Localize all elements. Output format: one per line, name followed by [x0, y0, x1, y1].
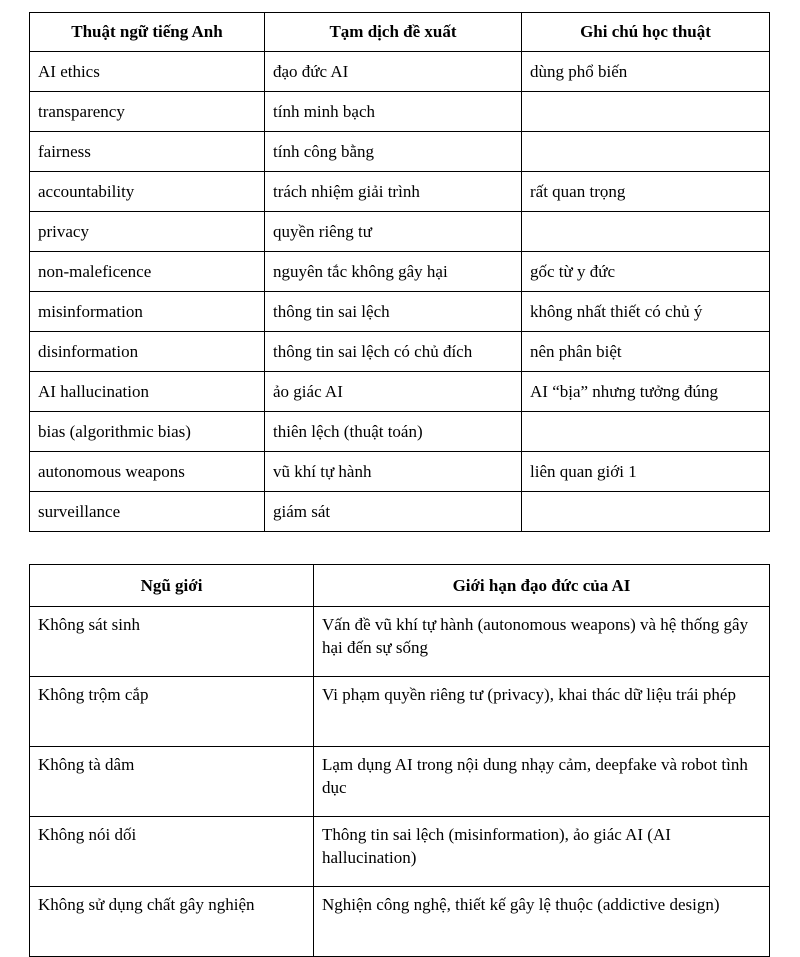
term-translation-cell: tính công bằng	[265, 132, 522, 172]
term-note-cell: nên phân biệt	[522, 332, 770, 372]
ai-limit-cell: Thông tin sai lệch (misinformation), ảo giác AI (AI hallucination)	[314, 817, 770, 887]
table-row	[30, 452, 770, 492]
term-note-cell	[522, 92, 770, 132]
table-row	[30, 412, 770, 452]
term-note-cell: gốc từ y đức	[522, 252, 770, 292]
terms-body	[30, 52, 770, 532]
header-proposed-translation: Tạm dịch đề xuất	[265, 13, 522, 52]
header-english-term: Thuật ngữ tiếng Anh	[30, 13, 265, 52]
term-note-cell	[522, 132, 770, 172]
term-english-cell: bias (algorithmic bias)	[30, 412, 265, 452]
table-row	[30, 747, 770, 817]
term-translation-cell: giám sát	[265, 492, 522, 532]
term-note-cell: rất quan trọng	[522, 172, 770, 212]
header-five-precepts: Ngũ giới	[30, 565, 314, 607]
precept-cell: Không sát sinh	[30, 607, 314, 677]
ai-limit-cell: Nghiện công nghệ, thiết kế gây lệ thuộc (addictive design)	[314, 887, 770, 957]
header-academic-note: Ghi chú học thuật	[522, 13, 770, 52]
term-translation-cell: nguyên tắc không gây hại	[265, 252, 522, 292]
term-english-cell: fairness	[30, 132, 265, 172]
precept-cell: Không tà dâm	[30, 747, 314, 817]
term-note-cell: không nhất thiết có chủ ý	[522, 292, 770, 332]
table-row	[30, 212, 770, 252]
precepts-header-row	[30, 565, 770, 607]
table-row	[30, 887, 770, 957]
table-row	[30, 52, 770, 92]
term-translation-cell: trách nhiệm giải trình	[265, 172, 522, 212]
table-row	[30, 172, 770, 212]
table-row	[30, 252, 770, 292]
table-row	[30, 492, 770, 532]
term-note-cell	[522, 492, 770, 532]
precepts-table	[29, 564, 770, 957]
terms-header-row	[30, 13, 770, 52]
term-english-cell: transparency	[30, 92, 265, 132]
precept-cell: Không trộm cắp	[30, 677, 314, 747]
term-english-cell: non-maleficence	[30, 252, 265, 292]
term-english-cell: surveillance	[30, 492, 265, 532]
term-english-cell: accountability	[30, 172, 265, 212]
table-row	[30, 607, 770, 677]
table-row	[30, 92, 770, 132]
term-note-cell: liên quan giới 1	[522, 452, 770, 492]
table-row	[30, 332, 770, 372]
term-translation-cell: tính minh bạch	[265, 92, 522, 132]
precept-cell: Không sử dụng chất gây nghiện	[30, 887, 314, 957]
term-note-cell: AI “bịa” nhưng tưởng đúng	[522, 372, 770, 412]
term-translation-cell: vũ khí tự hành	[265, 452, 522, 492]
table-row	[30, 132, 770, 172]
term-translation-cell: quyền riêng tư	[265, 212, 522, 252]
term-note-cell	[522, 212, 770, 252]
term-translation-cell: thiên lệch (thuật toán)	[265, 412, 522, 452]
term-translation-cell: ảo giác AI	[265, 372, 522, 412]
ai-limit-cell: Vấn đề vũ khí tự hành (autonomous weapons) và hệ thống gây hại đến sự sống	[314, 607, 770, 677]
term-note-cell	[522, 412, 770, 452]
header-ai-ethical-limits: Giới hạn đạo đức của AI	[314, 565, 770, 607]
term-english-cell: AI hallucination	[30, 372, 265, 412]
precepts-body	[30, 607, 770, 957]
term-english-cell: disinformation	[30, 332, 265, 372]
term-english-cell: AI ethics	[30, 52, 265, 92]
term-note-cell: dùng phổ biến	[522, 52, 770, 92]
term-translation-cell: đạo đức AI	[265, 52, 522, 92]
term-english-cell: autonomous weapons	[30, 452, 265, 492]
ai-limit-cell: Lạm dụng AI trong nội dung nhạy cảm, deepfake và robot tình dục	[314, 747, 770, 817]
table-row	[30, 677, 770, 747]
term-translation-cell: thông tin sai lệch có chủ đích	[265, 332, 522, 372]
table-row	[30, 372, 770, 412]
precept-cell: Không nói dối	[30, 817, 314, 887]
ai-limit-cell: Vi phạm quyền riêng tư (privacy), khai thác dữ liệu trái phép	[314, 677, 770, 747]
term-english-cell: misinformation	[30, 292, 265, 332]
table-row	[30, 292, 770, 332]
table-row	[30, 817, 770, 887]
terms-table	[29, 12, 770, 532]
term-english-cell: privacy	[30, 212, 265, 252]
term-translation-cell: thông tin sai lệch	[265, 292, 522, 332]
